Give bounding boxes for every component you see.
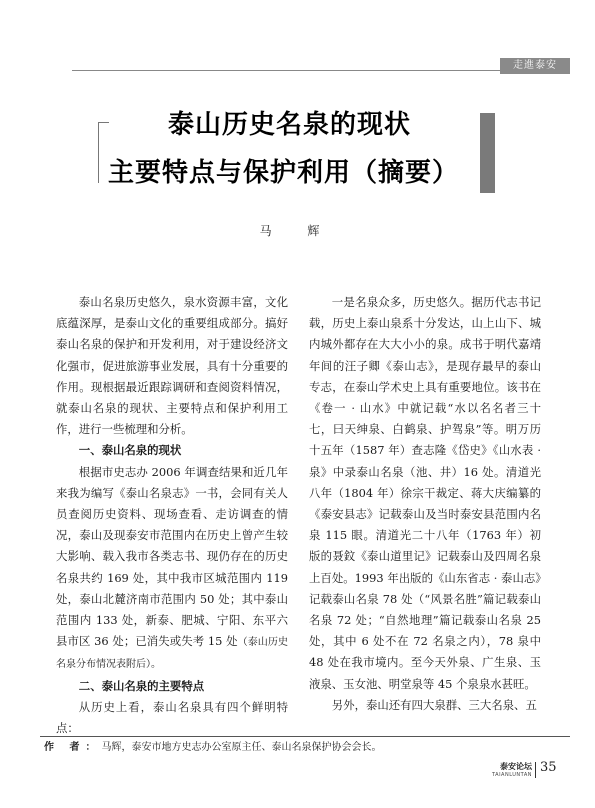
section-heading-2: 二、泰山名泉的主要特点 xyxy=(78,678,205,693)
header-rule xyxy=(72,70,500,71)
continuation-paragraph: 另外，泰山还有四大泉群、三大名泉、五 xyxy=(331,697,537,712)
status-paragraph-text: 根据市史志办 2006 年调查结果和近几年来我为编写《泰山名泉志》一书，会同有关人员查阅历史资料、现场查看、走访调查的情况，泰山及现泰安市范围内在历史上曾产生较大影响、载入我市各类志书、现仍存在的历史名泉共约 169 处，其中我市区城范围内 119 处，泰山北麓济南市范围内 50 处；其中泰山范围内 133 处，新泰、肥城、宁阳、东平六县市区 36 处；已消失或失考 15 处 xyxy=(56,464,288,649)
author-name: 马 辉 xyxy=(259,224,336,238)
right-column xyxy=(309,292,541,716)
status-paragraph xyxy=(56,462,288,676)
article-title-line1: 泰山历史名泉的现状 xyxy=(168,110,412,140)
features-intro-paragraph: 从历史上看，泰山名泉具有四个鲜明特点： xyxy=(56,699,288,736)
title-bar-decoration xyxy=(480,113,495,193)
journal-name-cn: 泰安论坛 xyxy=(500,762,532,771)
left-column xyxy=(56,292,288,739)
page-number-divider xyxy=(535,762,536,778)
status-paragraph-note: （泰山历史名泉分布情况表附后）。 xyxy=(56,637,288,671)
author-footnote xyxy=(44,741,381,755)
footnote-rule xyxy=(40,736,570,737)
journal-name-en: TAIANLUNTAN xyxy=(492,772,532,778)
section-heading-1: 一、泰山名泉的现状 xyxy=(78,443,182,458)
section-tag: 走進泰安 xyxy=(500,58,570,74)
page-number: 35 xyxy=(540,760,557,775)
journal-name xyxy=(486,762,532,779)
footnote-text: 马辉，泰安市地方史志办公室原主任、泰山名泉保护协会会长。 xyxy=(101,742,382,753)
intro-paragraph: 泰山名泉历史悠久，泉水资源丰富，文化底蕴深厚，是泰山文化的重要组成部分。搞好泰山名泉的保护和开发利用，对于建设经济文化强市，促进旅游事业发展，具有十分重要的作用。现根据最近跟踪调研和查阅资料情况，就泰山名泉的现状、主要特点和保护利用工作，进行一些梳理和分析。 xyxy=(56,295,288,437)
footnote-label: 作 者： xyxy=(44,742,102,753)
feature-one-paragraph: 一是名泉众多，历史悠久。据历代志书记载，历史上泰山泉系十分发达，山上山下、城内城外都存在大大小小的泉。成书于明代嘉靖年间的汪子卿《泰山志》，是现存最早的泰山专志，在泰山学术史上具有重要地位。该书在《卷一 · 山水》中就记载“水以名名者三十七，曰天绅泉、白鹤泉、护驾泉”等。明万历十五年（1587 年）查志隆《岱史》《山水表 · 泉》中录泰山名泉（池、井）16 处。清道光八年（1804 年）徐宗干裁定、蒋大庆编纂的《泰安县志》记载泰山及当时泰安县范围内名泉 115 眼。清道光二十八年（1763 年）初版的聂鈫《泰山道里记》记载泰山及四周名泉上百处。1993 年出版的《山东省志 · 泰山志》记载泰山名泉 78 处（“风景名胜”篇记载泰山名泉 72 处；“自然地理”篇记载泰山名泉 25 处，其中 6 处不在 72 名泉之内），78 泉中 48 处在我市境内。至今天外泉、广生泉、玉液泉、玉女池、明堂泉等 45 个泉泉水甚旺。 xyxy=(309,295,541,691)
article-title-line2: 主要特点与保护利用（摘要） xyxy=(108,158,460,188)
